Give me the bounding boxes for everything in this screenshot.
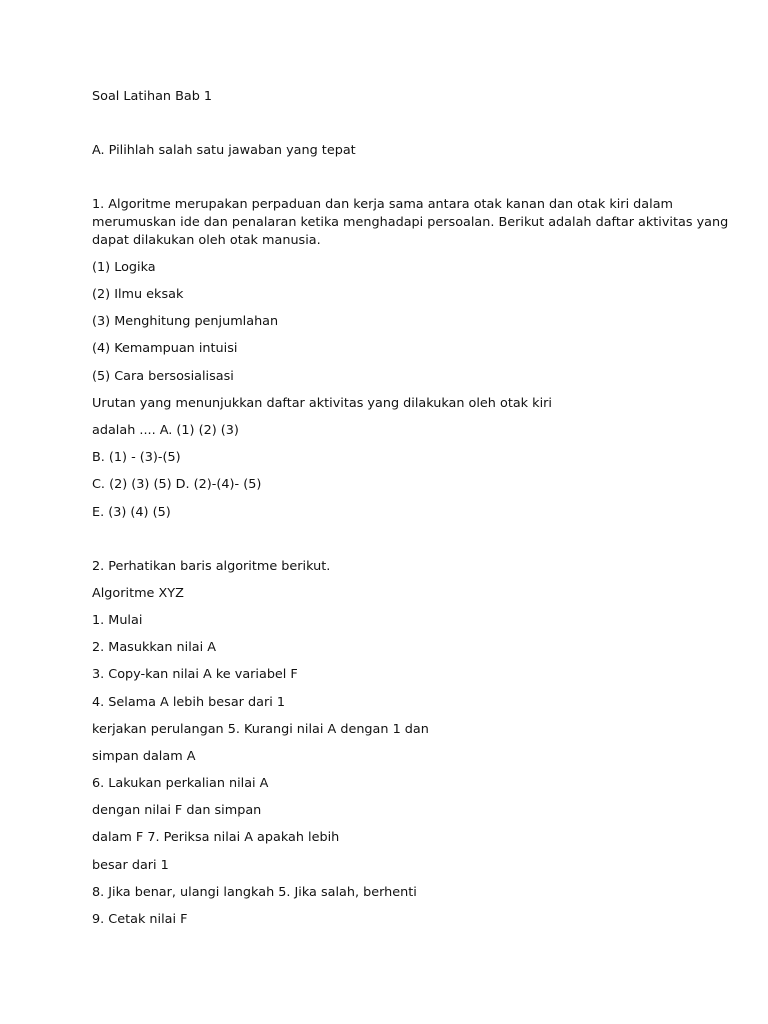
question-1-line: 1. Algoritme merupakan perpaduan dan kerja sama antara otak kanan dan otak kiri dalam xyxy=(92,197,674,212)
algorithm-step: 2. Masukkan nilai A xyxy=(92,640,216,655)
document-title: Soal Latihan Bab 1 xyxy=(92,89,213,104)
question-2-intro: 2. Perhatikan baris algoritme berikut. xyxy=(92,559,331,574)
list-item: (2) Ilmu eksak xyxy=(92,287,184,302)
question-1-prompt: Urutan yang menunjukkan daftar aktivitas yang dilakukan oleh otak kiri xyxy=(92,396,552,411)
algorithm-step: besar dari 1 xyxy=(92,858,169,873)
algorithm-step: simpan dalam A xyxy=(92,749,196,764)
algorithm-step: 3. Copy-kan nilai A ke variabel F xyxy=(92,667,298,682)
list-item: (3) Menghitung penjumlahan xyxy=(92,314,279,329)
list-item: (1) Logika xyxy=(92,260,156,275)
algorithm-step: dalam F 7. Periksa nilai A apakah lebih xyxy=(92,830,340,845)
option-b: B. (1) - (3)-(5) xyxy=(92,450,181,465)
algorithm-step: kerjakan perulangan 5. Kurangi nilai A dengan 1 dan xyxy=(92,722,429,737)
option-c-d: C. (2) (3) (5) D. (2)-(4)- (5) xyxy=(92,477,262,492)
section-a-heading: A. Pilihlah salah satu jawaban yang tepat xyxy=(92,143,356,158)
question-1-text xyxy=(92,196,729,250)
option-a: adalah .... A. (1) (2) (3) xyxy=(92,423,239,438)
algorithm-step: 9. Cetak nilai F xyxy=(92,912,188,927)
algorithm-name: Algoritme XYZ xyxy=(92,586,184,601)
list-item: (4) Kemampuan intuisi xyxy=(92,341,238,356)
algorithm-step: 8. Jika benar, ulangi langkah 5. Jika salah, berhenti xyxy=(92,885,417,900)
algorithm-step: 1. Mulai xyxy=(92,613,143,628)
option-e: E. (3) (4) (5) xyxy=(92,505,171,520)
algorithm-step: 4. Selama A lebih besar dari 1 xyxy=(92,695,285,710)
algorithm-step: dengan nilai F dan simpan xyxy=(92,803,262,818)
list-item: (5) Cara bersosialisasi xyxy=(92,369,234,384)
algorithm-step: 6. Lakukan perkalian nilai A xyxy=(92,776,269,791)
question-1-line: merumuskan ide dan penalaran ketika menghadapi persoalan. Berikut adalah daftar aktivitas yang xyxy=(92,215,729,230)
question-1-line: dapat dilakukan oleh otak manusia. xyxy=(92,233,321,248)
